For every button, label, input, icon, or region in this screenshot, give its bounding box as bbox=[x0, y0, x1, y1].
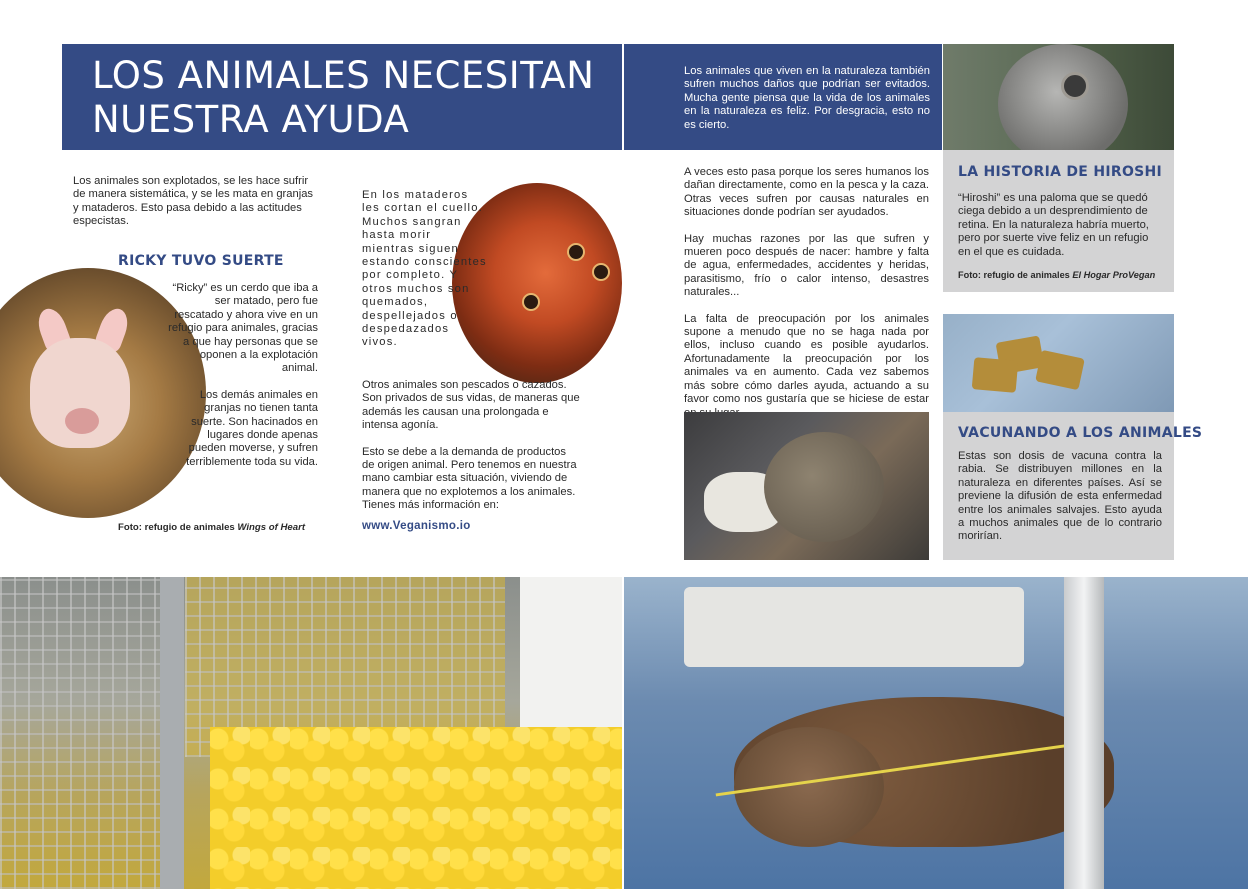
intro-left-text: Los animales son explotados, se les hace sufrir de manera sistemática, y se les mata en granjas y mataderos. Esto pasa debido a las actitudes especistas. bbox=[73, 175, 314, 228]
caption-source: Wings of Heart bbox=[237, 522, 306, 533]
squirrel-photo bbox=[684, 412, 929, 560]
ricky-paragraph-2: Los demás animales en granjas no tienen tanta suerte. Son hacinados en lugares donde apenas pueden moverse, y sufren terriblemente toda su vida. bbox=[186, 388, 318, 468]
ricky-story bbox=[168, 282, 318, 469]
ricky-paragraph-1: “Ricky” es un cerdo que iba a ser matado, pero fue rescatado y ahora vive en un refugio para animales, gracias a que hay personas que se oponen a la explotación animal. bbox=[168, 282, 318, 375]
caption-prefix: Foto: refugio de animales bbox=[118, 522, 238, 533]
fish-eye bbox=[522, 293, 540, 311]
hiroshi-text: “Hiroshi” es una paloma que se quedó ciega debido a un desprendimiento de retina. En la naturaleza habría muerto, pero por suerte vive feliz en un refugio en el que es cuidada. bbox=[958, 192, 1149, 258]
pig-photo-caption bbox=[118, 522, 305, 533]
intro-right-text: Los animales que viven en la naturaleza también sufren muchos daños que podrían ser evitados. Mucha gente piensa que la vida de los animales en la naturaleza es feliz. Por desgracia, esto no es cierto. bbox=[684, 65, 930, 131]
cage-rack bbox=[0, 577, 170, 889]
col3-paragraph-3: La falta de preocupación por los animales supone a menudo que no se haga nada por ellos, incluso cuando es posible ayudarlos. Afortunadamente la preocupación por los animales va en aumento. Cada vez sabemos más sobre cómo darles ayuda, actuando a su favor como nos gustaría que se hiciese de estar bbox=[684, 312, 929, 406]
pigeon-head bbox=[998, 44, 1128, 150]
demand-paragraph: Esto se debe a la demanda de productos de origen animal. Pero tenemos en nuestra mano cambiar esta situación, viviendo de manera que no explotemos a los animales. Tienes más información en: bbox=[362, 445, 577, 512]
koala-photo bbox=[624, 577, 1248, 889]
vaccine-pack bbox=[1035, 350, 1085, 390]
fish-eye bbox=[567, 243, 585, 261]
veganismo-link[interactable]: www.Veganismo.io bbox=[362, 520, 471, 532]
chicks-photo bbox=[0, 577, 622, 889]
caption-source: El Hogar ProVegan bbox=[1072, 270, 1156, 280]
slaughter-paragraph: En los mataderos les cortan el cuello. Muchos sangran hasta morir mientras siguen estando conscientes por completo. Y otros muchos son quemados, despellejados o despedazados vivos. bbox=[362, 189, 487, 349]
vaccine-text: Estas son dosis de vacuna contra la rabia. Se distribuyen millones en la naturaleza en diferentes países. Así se previene la difusión de esta enfermedad entre los animales salvajes. Esto ayuda a muchos animales que de lo contrario morirían. bbox=[958, 450, 1162, 543]
col2-text bbox=[362, 379, 580, 513]
hunting-paragraph: Otros animales son pescados o cazados. Son privados de sus vidas, de maneras que además les causan una prolongada e intensa agonía. bbox=[362, 379, 580, 432]
col3-paragraph-1: A veces esto pasa porque los seres humanos los dañan directamente, como en la pesca y la caza. Otras veces sufren por causas naturales en situaciones donde podrían ser ayudados. bbox=[684, 166, 929, 219]
col3-text bbox=[684, 166, 929, 420]
iv-stand bbox=[1064, 577, 1104, 889]
page-title: LOS ANIMALES NECESITAN NUESTRA AYUDA bbox=[92, 54, 595, 141]
pigeon-photo bbox=[943, 44, 1174, 150]
chicks-tray bbox=[210, 727, 622, 889]
pig-snout bbox=[65, 408, 99, 434]
hiroshi-heading: LA HISTORIA DE HIROSHI bbox=[958, 164, 1163, 180]
vaccine-photo bbox=[943, 314, 1174, 412]
hiroshi-photo-caption bbox=[958, 270, 1155, 280]
equipment bbox=[684, 587, 1024, 667]
vaccine-heading: VACUNANDO A LOS ANIMALES bbox=[958, 425, 1203, 441]
col3-paragraph-2: Hay muchas razones por las que sufren y mueren poco después de nacer: hambre y falta de agua, enfermedades, accidentes y heridas, parasitismo, frío o calor intenso, desastres naturales... bbox=[684, 232, 929, 299]
caption-prefix: Foto: refugio de animales bbox=[958, 270, 1073, 280]
pigeon-eye bbox=[1061, 72, 1089, 100]
rack-post bbox=[160, 577, 184, 889]
squirrel-head bbox=[764, 432, 884, 542]
ricky-heading: RICKY TUVO SUERTE bbox=[118, 253, 284, 269]
vaccine-pack bbox=[972, 357, 1019, 393]
worker-sleeve bbox=[520, 577, 622, 727]
fish-eye bbox=[592, 263, 610, 281]
